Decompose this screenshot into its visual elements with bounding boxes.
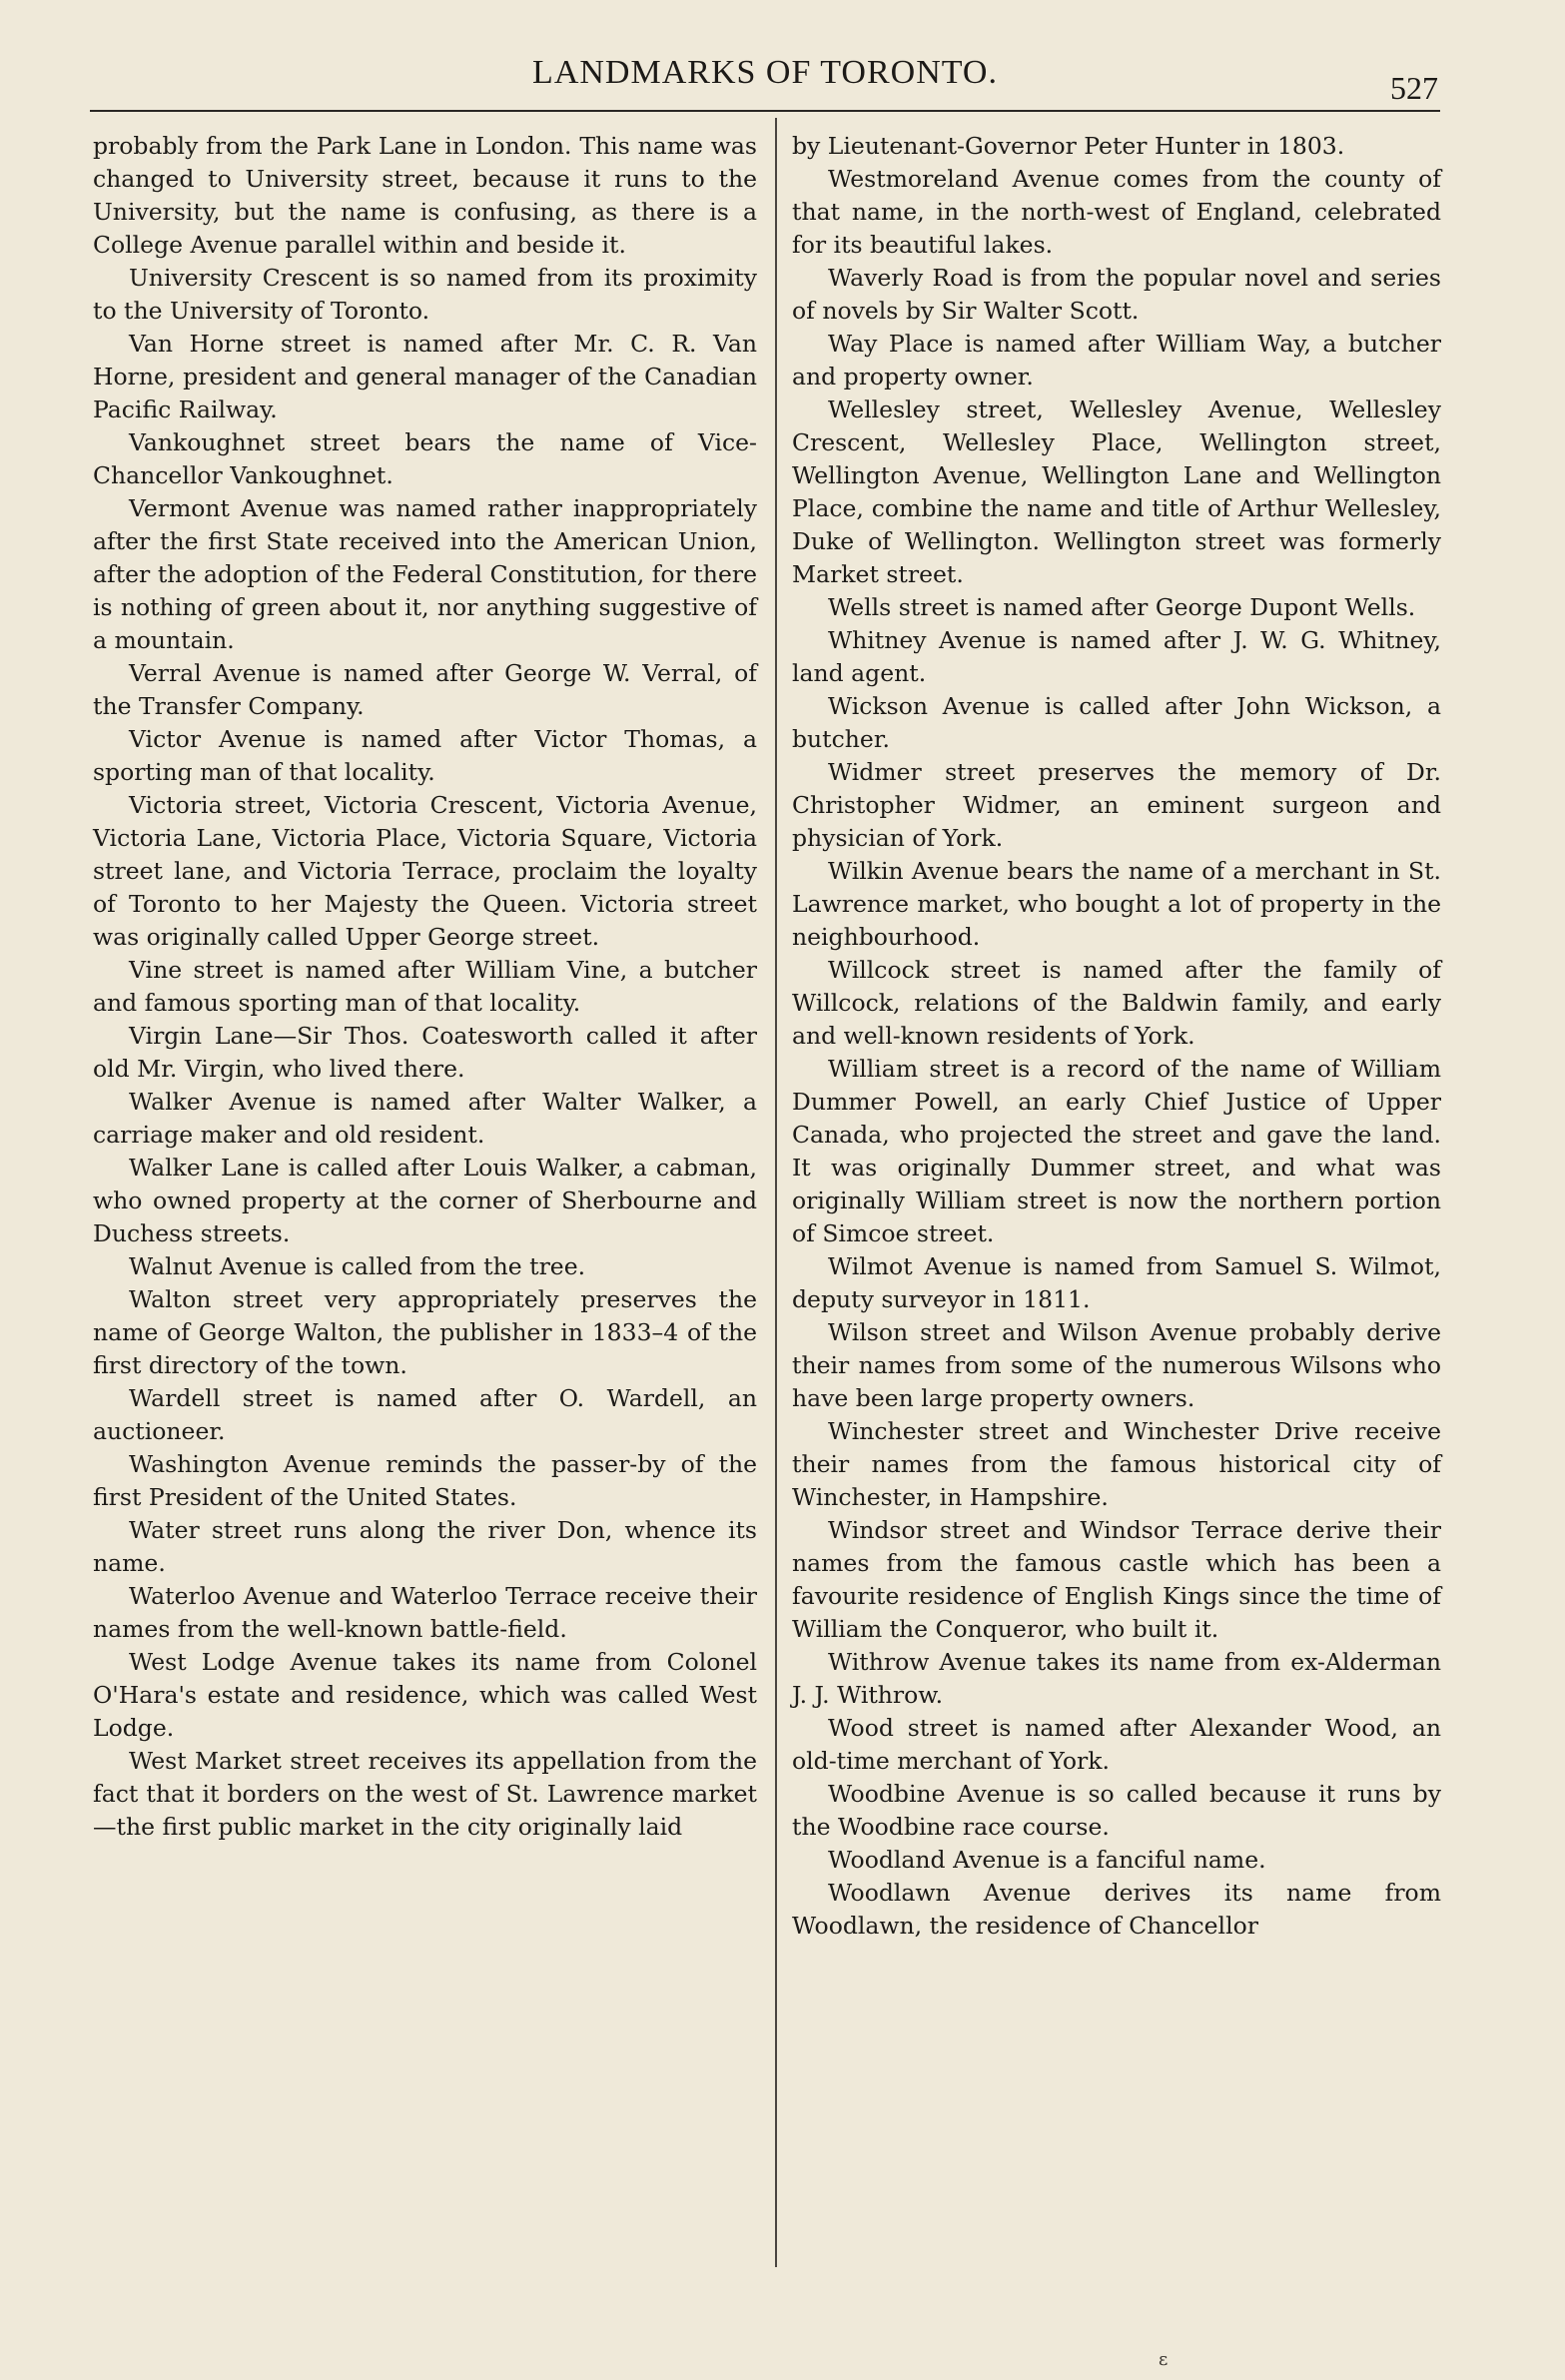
page-number: 527: [1390, 70, 1438, 106]
entry-paragraph: West Market street receives its appellation from the fact that it borders on the west of St. Lawrence market—the first public market in the city originally laid: [93, 1747, 757, 1841]
entry-paragraph: Woodland Avenue is a fanciful name.: [828, 1846, 1266, 1874]
column-divider: [775, 118, 777, 2267]
entry-paragraph: Winchester street and Winchester Drive receive their names from the famous historical city of Winchester, in Hampshire.: [792, 1417, 1441, 1511]
entry-paragraph: Vine street is named after William Vine, a butcher and famous sporting man of that locality.: [93, 956, 757, 1017]
stray-mark: ɛ: [1159, 2349, 1169, 2370]
entry-paragraph: Willcock street is named after the family of Willcock, relations of the Baldwin family, and early and well-known residents of York.: [792, 956, 1441, 1050]
entry-paragraph: Wells street is named after George Dupont Wells.: [828, 593, 1416, 621]
entry-paragraph: Wardell street is named after O. Wardell, an auctioneer.: [93, 1384, 757, 1445]
entry-paragraph: probably from the Park Lane in London. This name was changed to University street, because it runs to the University, but the name is confusing, as there is a College Avenue parallel within and beside it.: [93, 132, 757, 259]
left-column: [93, 130, 757, 1844]
entry-paragraph: Wilmot Avenue is named from Samuel S. Wilmot, deputy surveyor in 1811.: [792, 1252, 1441, 1313]
entry-paragraph: Wilson street and Wilson Avenue probably derive their names from some of the numerous Wilsons who have been large property owners.: [792, 1318, 1441, 1412]
entry-paragraph: by Lieutenant-Governor Peter Hunter in 1803.: [792, 132, 1345, 160]
entry-paragraph: Windsor street and Windsor Terrace derive their names from the famous castle which has been a favourite residence of English Kings since the time of William the Conqueror, who built it.: [792, 1516, 1441, 1643]
entry-paragraph: Woodbine Avenue is so called because it runs by the Woodbine race course.: [792, 1780, 1441, 1841]
right-column: [792, 130, 1441, 1943]
entry-paragraph: Vermont Avenue was named rather inappropriately after the first State received into the American Union, after the adoption of the Federal Constitution, for there is nothing of green about it, nor anything suggestive of a mountain.: [93, 494, 757, 654]
entry-paragraph: Water street runs along the river Don, whence its name.: [93, 1516, 757, 1577]
entry-paragraph: Waverly Road is from the popular novel and series of novels by Sir Walter Scott.: [792, 264, 1441, 325]
entry-paragraph: Victoria street, Victoria Crescent, Victoria Avenue, Victoria Lane, Victoria Place, Victoria Square, Victoria street lane, and Victoria Terrace, proclaim the loyalty of Toronto to her Majesty the Queen. Victoria street was originally called Upper George street.: [93, 791, 757, 951]
entry-paragraph: Way Place is named after William Way, a butcher and property owner.: [792, 330, 1441, 391]
entry-paragraph: University Crescent is so named from its proximity to the University of Toronto.: [93, 264, 757, 325]
entry-paragraph: Widmer street preserves the memory of Dr. Christopher Widmer, an eminent surgeon and physician of York.: [792, 758, 1441, 852]
entry-paragraph: Woodlawn Avenue derives its name from Woodlawn, the residence of Chancellor: [792, 1879, 1441, 1940]
entry-paragraph: Victor Avenue is named after Victor Thomas, a sporting man of that locality.: [93, 725, 757, 786]
entry-paragraph: Walker Avenue is named after Walter Walker, a carriage maker and old resident.: [93, 1088, 757, 1149]
entry-paragraph: Wilkin Avenue bears the name of a merchant in St. Lawrence market, who bought a lot of property in the neighbourhood.: [792, 857, 1441, 951]
entry-paragraph: Walker Lane is called after Louis Walker, a cabman, who owned property at the corner of Sherbourne and Duchess streets.: [93, 1154, 757, 1247]
entry-paragraph: Wickson Avenue is called after John Wickson, a butcher.: [792, 692, 1441, 753]
entry-paragraph: Wellesley street, Wellesley Avenue, Wellesley Crescent, Wellesley Place, Wellington street, Wellington Avenue, Wellington Lane and Wellington Place, combine the name and title of Arthur Wellesley, Duke of Wellington. Wellington street was formerly Market street.: [792, 396, 1441, 588]
entry-paragraph: Wood street is named after Alexander Wood, an old-time merchant of York.: [792, 1714, 1441, 1775]
entry-paragraph: Walnut Avenue is called from the tree.: [129, 1252, 586, 1280]
page-header: [92, 50, 1438, 106]
entry-paragraph: Withrow Avenue takes its name from ex-Alderman J. J. Withrow.: [792, 1648, 1441, 1709]
entry-paragraph: Van Horne street is named after Mr. C. R. Van Horne, president and general manager of the Canadian Pacific Railway.: [93, 330, 757, 423]
entry-paragraph: Whitney Avenue is named after J. W. G. Whitney, land agent.: [792, 626, 1441, 687]
entry-paragraph: William street is a record of the name of William Dummer Powell, an early Chief Justice of Upper Canada, who projected the street and gave the land. It was originally Dummer street, and what was originally William street is now the northern portion of Simcoe street.: [792, 1055, 1441, 1247]
entry-paragraph: Waterloo Avenue and Waterloo Terrace receive their names from the well-known battle-field.: [93, 1582, 757, 1643]
entry-paragraph: Virgin Lane—Sir Thos. Coatesworth called it after old Mr. Virgin, who lived there.: [93, 1022, 757, 1083]
header-rule: [90, 110, 1440, 112]
entry-paragraph: Vankoughnet street bears the name of Vice-Chancellor Vankoughnet.: [93, 428, 757, 489]
running-title: LANDMARKS OF TORONTO.: [532, 54, 998, 91]
entry-paragraph: West Lodge Avenue takes its name from Colonel O'Hara's estate and residence, which was called West Lodge.: [93, 1648, 757, 1742]
entry-paragraph: Westmoreland Avenue comes from the county of that name, in the north-west of England, celebrated for its beautiful lakes.: [792, 165, 1441, 259]
entry-paragraph: Walton street very appropriately preserves the name of George Walton, the publisher in 1833–4 of the first directory of the town.: [93, 1285, 757, 1379]
entry-paragraph: Washington Avenue reminds the passer-by of the first President of the United States.: [93, 1450, 757, 1511]
entry-paragraph: Verral Avenue is named after George W. Verral, of the Transfer Company.: [93, 659, 757, 720]
